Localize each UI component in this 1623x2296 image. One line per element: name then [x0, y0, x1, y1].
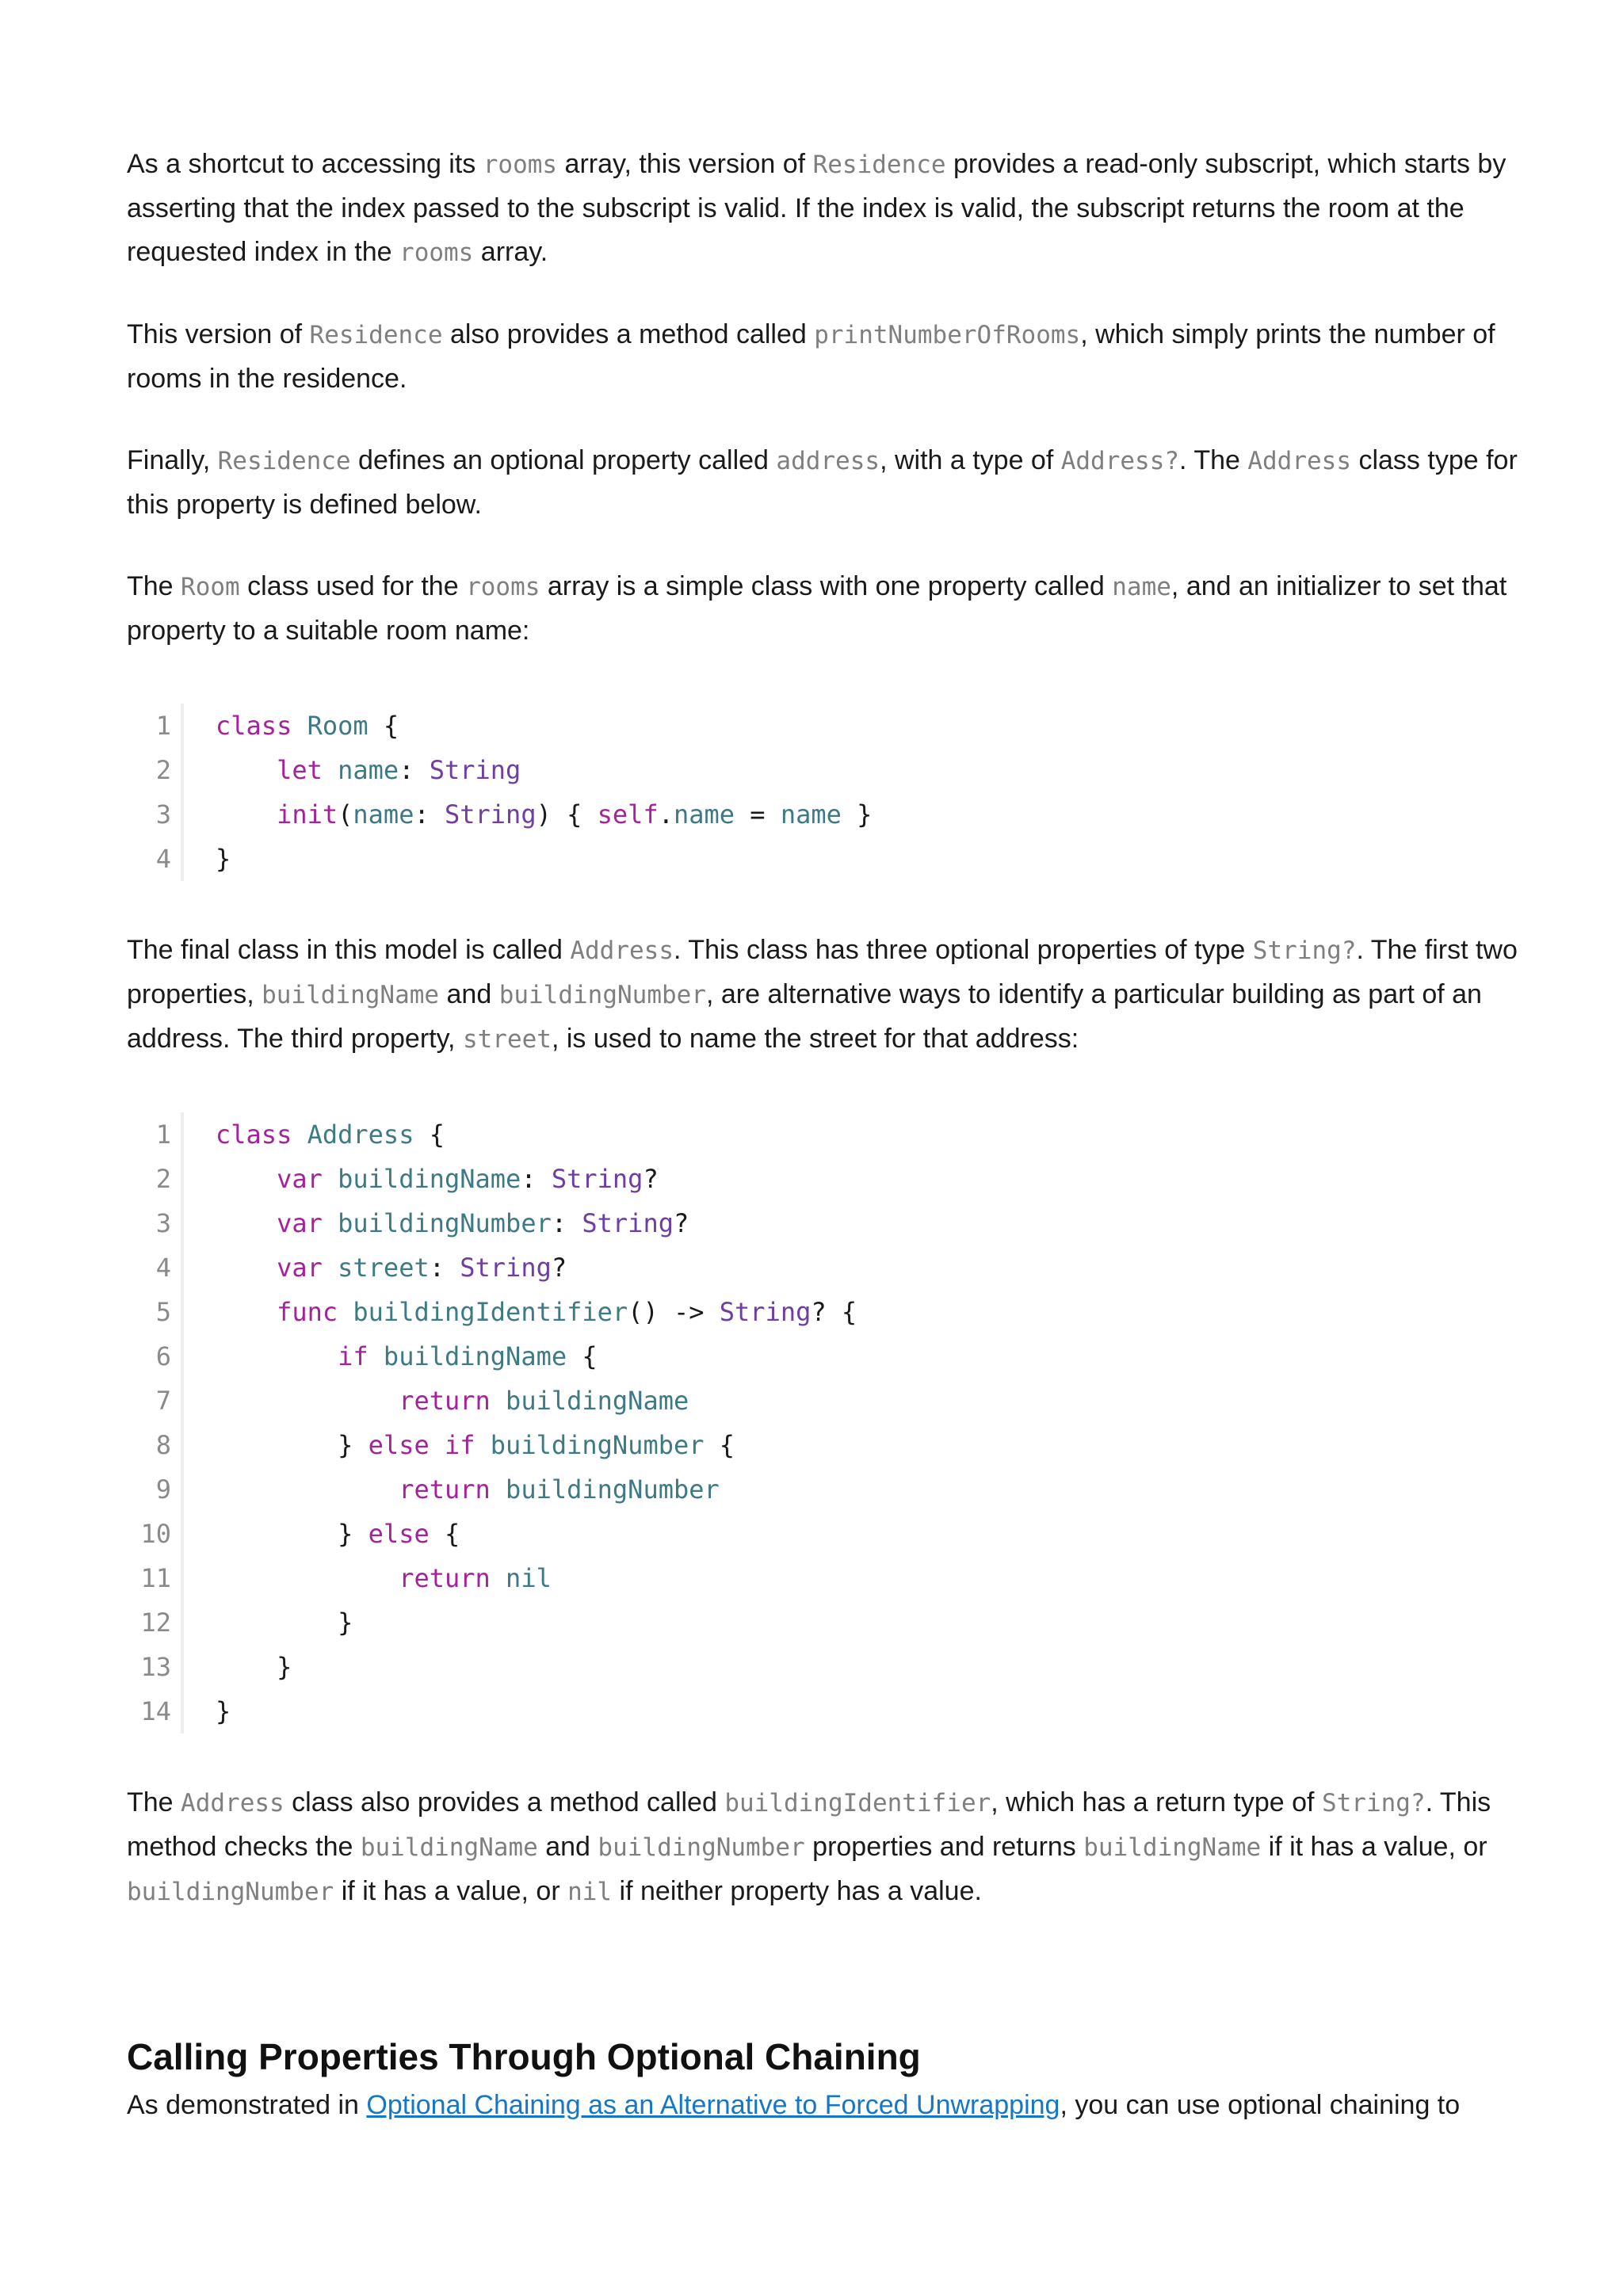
- line-number: 13: [127, 1645, 184, 1689]
- keyword: let: [277, 755, 323, 785]
- keyword: else: [368, 1519, 430, 1549]
- identifier: Room: [307, 711, 369, 741]
- inline-code: Residence: [812, 151, 946, 179]
- inline-code: street: [462, 1025, 552, 1054]
- line-number: 12: [127, 1600, 184, 1645]
- code-text: :: [414, 799, 445, 830]
- code-text: .: [658, 799, 674, 830]
- section-heading: Calling Properties Through Optional Chaining: [127, 2036, 921, 2077]
- inline-code: rooms: [399, 238, 474, 267]
- text: array.: [473, 237, 548, 267]
- code-text: ?: [643, 1164, 659, 1194]
- identifier: nil: [506, 1563, 552, 1593]
- inline-code: printNumberOfRooms: [814, 321, 1081, 349]
- paragraph-address-property: [127, 439, 1522, 527]
- inline-code: buildingNumber: [598, 1833, 805, 1862]
- text: . The: [1179, 445, 1248, 475]
- code-text: }: [216, 1696, 231, 1726]
- text: , is used to name the street for that address:: [551, 1024, 1079, 1054]
- identifier: name: [353, 799, 414, 830]
- text: . The first two properties,: [127, 935, 1518, 1009]
- code-line: [127, 1201, 1522, 1245]
- keyword: if: [338, 1341, 369, 1371]
- inline-code: buildingName: [1083, 1833, 1262, 1862]
- code-block-room: [127, 704, 1522, 881]
- keyword: return: [399, 1563, 491, 1593]
- code-text: {: [429, 1519, 460, 1549]
- text: if it has a value, or: [1261, 1832, 1487, 1862]
- inline-code: address: [776, 447, 880, 475]
- paragraph-address-class: [127, 929, 1522, 1062]
- text: if neither property has a value.: [612, 1876, 982, 1906]
- inline-code: nil: [567, 1878, 613, 1906]
- code-text: [338, 1297, 353, 1327]
- keyword: var: [277, 1208, 323, 1238]
- text: array is a simple class with one property called: [540, 571, 1113, 601]
- code-line: [127, 1112, 1522, 1157]
- line-number: 8: [127, 1423, 184, 1467]
- text: class also provides a method called: [284, 1787, 725, 1817]
- text: class used for the: [239, 571, 467, 601]
- inline-code: Address: [570, 936, 674, 965]
- code-text: :: [429, 1253, 460, 1283]
- identifier: buildingName: [383, 1341, 567, 1371]
- keyword: var: [277, 1164, 323, 1194]
- text: As demonstrated in: [127, 2090, 367, 2120]
- identifier: name: [673, 799, 735, 830]
- code-text: :: [399, 755, 430, 785]
- line-number: 3: [127, 1201, 184, 1245]
- keyword: return: [399, 1386, 491, 1416]
- identifier: name: [338, 755, 399, 785]
- code-line: [127, 1645, 1522, 1689]
- code-text: (: [338, 799, 353, 830]
- line-number: 14: [127, 1689, 184, 1733]
- paragraph-room-class: [127, 565, 1522, 653]
- keyword: var: [277, 1253, 323, 1283]
- identifier: buildingName: [506, 1386, 689, 1416]
- keyword: self: [597, 799, 659, 830]
- text: , are alternative ways to identify a particular building as part of an address. The third property,: [127, 979, 1482, 1054]
- text: defines an optional property called: [350, 445, 777, 475]
- code-text: [216, 799, 277, 830]
- text: . This method checks the: [127, 1787, 1491, 1862]
- type-name: String: [719, 1297, 812, 1327]
- inline-code: String?: [1252, 936, 1357, 965]
- inline-code: String?: [1321, 1789, 1426, 1817]
- code-text: =: [735, 799, 781, 830]
- paragraph-print-rooms: [127, 313, 1522, 401]
- identifier: street: [338, 1253, 430, 1283]
- code-line: [127, 1157, 1522, 1201]
- text: properties and returns: [804, 1832, 1084, 1862]
- code-text: [323, 1253, 338, 1283]
- type-name: String: [551, 1164, 643, 1194]
- document-content: [127, 143, 1522, 2127]
- inline-code: name: [1112, 573, 1171, 601]
- identifier: Address: [307, 1119, 414, 1150]
- identifier: buildingIdentifier: [353, 1297, 628, 1327]
- code-text: [216, 1164, 277, 1194]
- line-number: 9: [127, 1467, 184, 1512]
- inline-code: Residence: [217, 447, 351, 475]
- type-name: String: [460, 1253, 552, 1283]
- text: and: [537, 1832, 598, 1862]
- text: , you can use optional chaining to: [1060, 2090, 1461, 2120]
- identifier: buildingName: [338, 1164, 521, 1194]
- code-text: [216, 1253, 277, 1283]
- inline-code: Address: [1247, 447, 1352, 475]
- code-text: [475, 1430, 491, 1460]
- paragraph-subscript: [127, 143, 1522, 275]
- code-text: ?: [551, 1253, 567, 1283]
- inline-code: Residence: [309, 321, 443, 349]
- code-block-address: [127, 1112, 1522, 1733]
- inline-code: buildingName: [262, 981, 440, 1009]
- line-number: 2: [127, 748, 184, 792]
- code-text: () ->: [628, 1297, 720, 1327]
- code-text: [491, 1563, 506, 1593]
- code-text: [491, 1474, 506, 1505]
- text: . This class has three optional properties of type: [674, 935, 1253, 965]
- code-text: [216, 1386, 399, 1416]
- code-text: [216, 755, 277, 785]
- code-text: [216, 1474, 399, 1505]
- line-number: 1: [127, 704, 184, 748]
- type-name: String: [429, 755, 521, 785]
- code-text: [292, 1119, 307, 1150]
- code-text: }: [216, 1652, 292, 1682]
- text: also provides a method called: [442, 319, 815, 349]
- type-name: String: [582, 1208, 674, 1238]
- text: The final class in this model is called: [127, 935, 571, 965]
- code-text: {: [704, 1430, 735, 1460]
- line-number: 11: [127, 1556, 184, 1600]
- text: As a shortcut to accessing its: [127, 149, 483, 179]
- text: array, this version of: [557, 149, 813, 179]
- code-text: [292, 711, 307, 741]
- code-line: [127, 792, 1522, 837]
- identifier: name: [780, 799, 842, 830]
- text: , which simply prints the number of rooms in the residence.: [127, 319, 1495, 394]
- inline-code: rooms: [466, 573, 540, 601]
- inline-code: Room: [181, 573, 240, 601]
- keyword: if: [444, 1430, 475, 1460]
- line-number: 1: [127, 1112, 184, 1157]
- code-line: [127, 1379, 1522, 1423]
- code-text: [430, 1430, 445, 1460]
- code-line: [127, 1245, 1522, 1290]
- code-line: [127, 1290, 1522, 1334]
- text: , which has a return type of: [991, 1787, 1322, 1817]
- text: , with a type of: [880, 445, 1061, 475]
- line-number: 6: [127, 1334, 184, 1379]
- paragraph-calling-properties: [127, 2084, 1522, 2127]
- text: provides a read-only subscript, which starts by asserting that the index passed to the subscript is valid. If the index is valid, the subscript returns the room at the requested index in the: [127, 149, 1507, 267]
- inline-code: rooms: [483, 151, 558, 179]
- code-text: [491, 1386, 506, 1416]
- code-line: [127, 1467, 1522, 1512]
- inline-code: Address: [181, 1789, 285, 1817]
- line-number: 10: [127, 1512, 184, 1556]
- code-line: [127, 1689, 1522, 1733]
- code-text: ) {: [536, 799, 598, 830]
- code-text: [323, 1164, 338, 1194]
- inline-code: buildingNumber: [127, 1878, 334, 1906]
- paragraph-building-identifier: [127, 1781, 1522, 1914]
- code-text: [216, 1563, 399, 1593]
- code-line: [127, 748, 1522, 792]
- code-text: [369, 1341, 384, 1371]
- type-name: String: [444, 799, 537, 830]
- line-number: 3: [127, 792, 184, 837]
- keyword: return: [399, 1474, 491, 1505]
- code-text: {: [567, 1341, 598, 1371]
- line-number: 2: [127, 1157, 184, 1201]
- text: class type for this property is defined below.: [127, 445, 1518, 520]
- code-text: {: [368, 711, 399, 741]
- code-text: }: [216, 1519, 369, 1549]
- code-text: :: [551, 1208, 582, 1238]
- link-optional-chaining-forced-unwrapping[interactable]: Optional Chaining as an Alternative to Forced Unwrapping: [366, 2090, 1060, 2120]
- code-text: }: [841, 799, 873, 830]
- inline-code: buildingIdentifier: [724, 1789, 991, 1817]
- identifier: buildingNumber: [338, 1208, 552, 1238]
- code-line: [127, 704, 1522, 748]
- keyword: else: [368, 1430, 430, 1460]
- code-text: [216, 1297, 277, 1327]
- code-line: [127, 1423, 1522, 1467]
- code-text: [216, 1208, 277, 1238]
- text: The: [127, 1787, 181, 1817]
- inline-code: buildingName: [360, 1833, 538, 1862]
- text: if it has a value, or: [334, 1876, 568, 1906]
- text: This version of: [127, 319, 310, 349]
- code-text: ?: [673, 1208, 689, 1238]
- code-line: [127, 1512, 1522, 1556]
- text: The: [127, 571, 181, 601]
- code-line: [127, 1600, 1522, 1645]
- keyword: class: [216, 1119, 292, 1150]
- keyword: class: [216, 711, 292, 741]
- code-text: ? {: [811, 1297, 857, 1327]
- text: Finally,: [127, 445, 218, 475]
- inline-code: Address?: [1060, 447, 1180, 475]
- text: and: [439, 979, 499, 1009]
- code-text: [323, 755, 338, 785]
- line-number: 5: [127, 1290, 184, 1334]
- code-text: :: [521, 1164, 552, 1194]
- code-text: }: [216, 1608, 353, 1638]
- code-text: }: [216, 1430, 369, 1460]
- code-text: {: [414, 1119, 445, 1150]
- code-text: }: [216, 844, 231, 874]
- keyword: func: [277, 1297, 338, 1327]
- code-text: [216, 1341, 338, 1371]
- keyword: init: [277, 799, 338, 830]
- line-number: 4: [127, 837, 184, 881]
- identifier: buildingNumber: [506, 1474, 720, 1505]
- code-line: [127, 837, 1522, 881]
- identifier: buildingNumber: [490, 1430, 705, 1460]
- line-number: 4: [127, 1245, 184, 1290]
- line-number: 7: [127, 1379, 184, 1423]
- text: , and an initializer to set that property to a suitable room name:: [127, 571, 1507, 646]
- code-text: [323, 1208, 338, 1238]
- code-line: [127, 1556, 1522, 1600]
- inline-code: buildingNumber: [498, 981, 706, 1009]
- code-line: [127, 1334, 1522, 1379]
